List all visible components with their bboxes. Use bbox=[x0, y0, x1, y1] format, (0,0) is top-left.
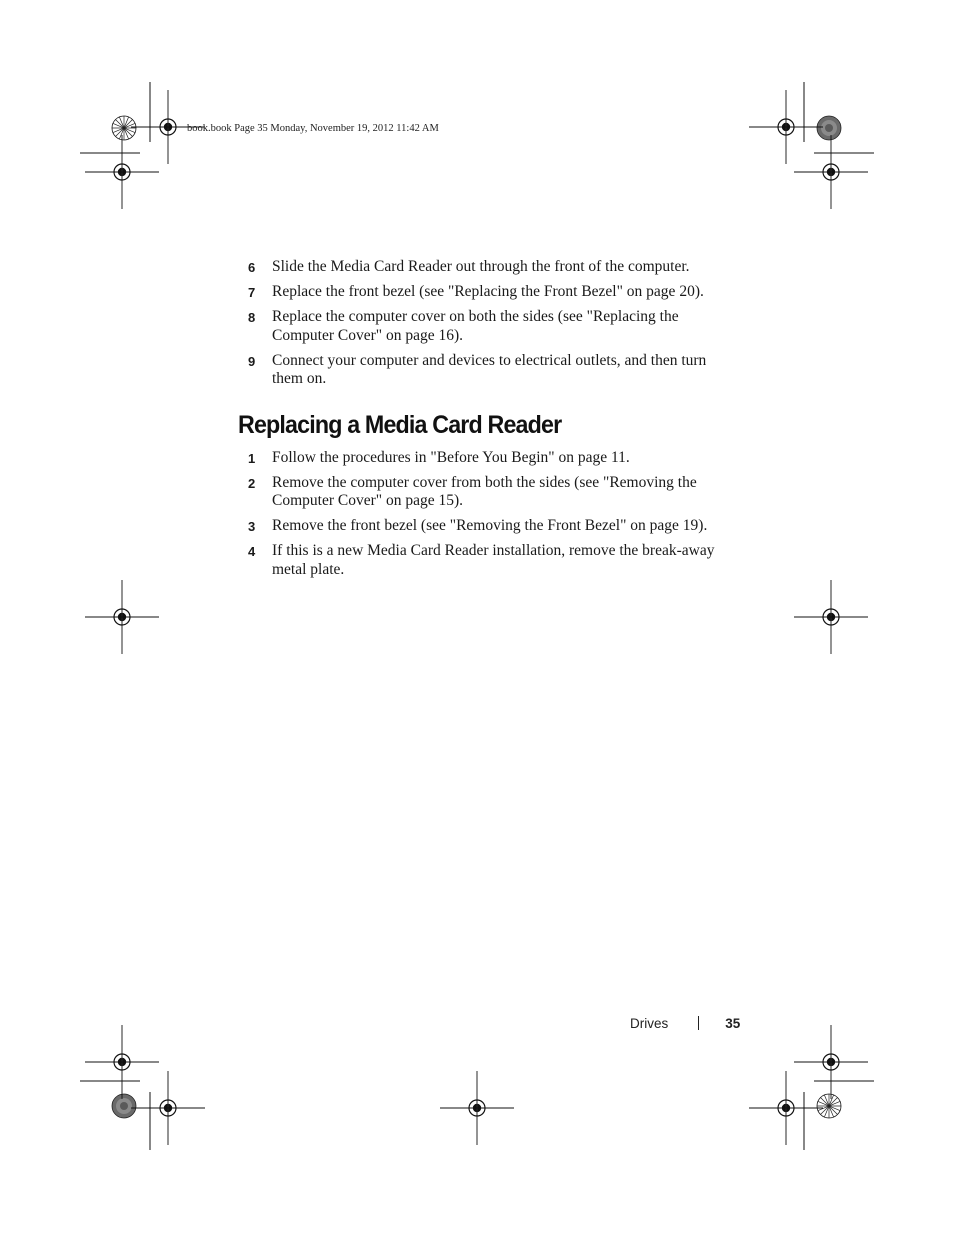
list-item bbox=[248, 258, 728, 277]
list-item bbox=[248, 517, 728, 536]
footer-divider bbox=[698, 1016, 699, 1030]
step-text: Replace the front bezel (see "Replacing the Front Bezel" on page 20). bbox=[272, 283, 704, 300]
page-footer bbox=[630, 1016, 740, 1031]
list-item bbox=[248, 308, 728, 345]
step-number: 4 bbox=[248, 544, 255, 559]
step-text: If this is a new Media Card Reader installation, remove the break-away metal plate. bbox=[272, 542, 715, 578]
steps-list-previous bbox=[248, 258, 728, 389]
step-number: 1 bbox=[248, 450, 255, 466]
list-item bbox=[248, 449, 728, 468]
step-text: Follow the procedures in "Before You Begin" on page 11. bbox=[272, 448, 630, 466]
step-text: Slide the Media Card Reader out through the front of the computer. bbox=[272, 258, 690, 275]
page-content bbox=[238, 258, 728, 586]
list-item bbox=[248, 542, 728, 579]
print-slug-line: book.book Page 35 Monday, November 19, 2012 11:42 AM bbox=[187, 123, 439, 134]
footer-section-name: Drives bbox=[630, 1016, 669, 1031]
list-item bbox=[248, 474, 728, 511]
list-item bbox=[248, 283, 728, 302]
steps-list-replacing bbox=[248, 449, 728, 580]
step-number: 9 bbox=[248, 353, 255, 369]
step-number: 3 bbox=[248, 519, 255, 534]
step-text: Remove the front bezel (see "Removing the Front Bezel" on page 19). bbox=[272, 517, 708, 534]
step-number: 8 bbox=[248, 310, 255, 325]
step-number: 6 bbox=[248, 260, 255, 275]
step-text: Connect your computer and devices to electrical outlets, and then turn them on. bbox=[272, 351, 707, 387]
step-number: 2 bbox=[248, 475, 255, 491]
step-text: Replace the computer cover on both the sides (see "Replacing the Computer Cover" on page 16). bbox=[272, 308, 679, 344]
section-heading: Replacing a Media Card Reader bbox=[238, 410, 562, 439]
page-number: 35 bbox=[725, 1016, 741, 1031]
list-item bbox=[248, 352, 728, 389]
step-number: 7 bbox=[248, 285, 255, 300]
step-text: Remove the computer cover from both the sides (see "Removing the Computer Cover" on page 15). bbox=[272, 473, 697, 509]
